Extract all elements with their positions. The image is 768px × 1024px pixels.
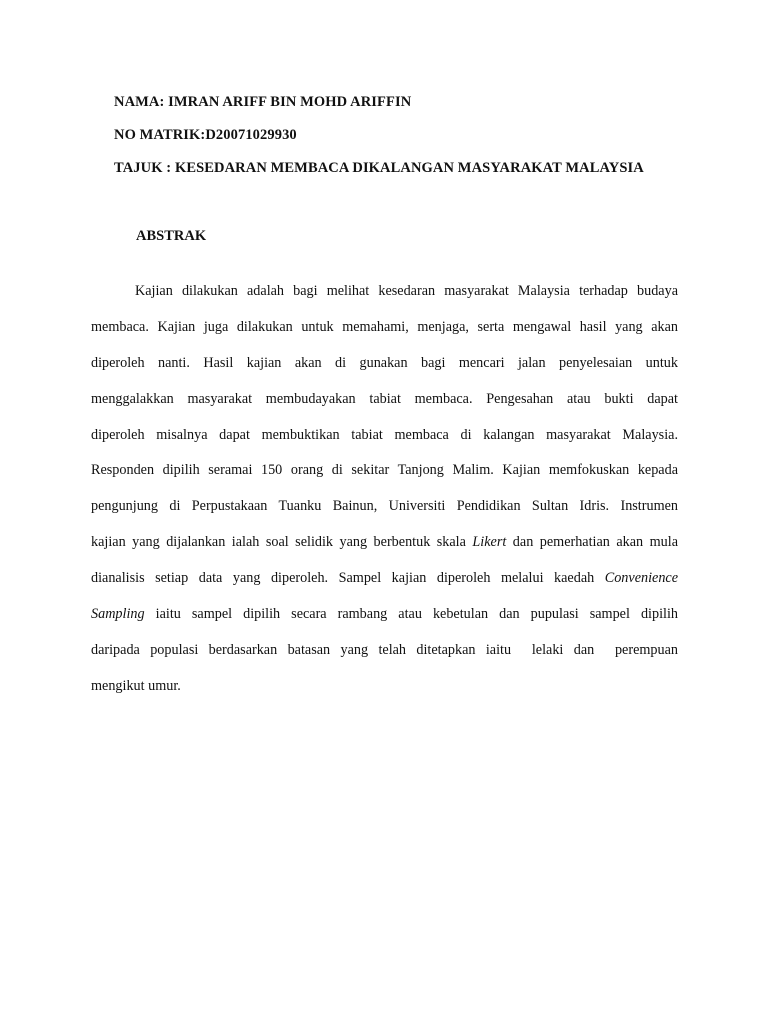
matric-number: NO MATRIK:D20071029930 bbox=[114, 127, 297, 143]
paragraph-line: pengunjung di Perpustakaan Tuanku Bainun, Universiti Pendidikan Sultan Idris. Instrumen bbox=[91, 498, 678, 515]
paragraph-line: Responden dipilih seramai 150 orang di sekitar Tanjong Malim. Kajian memfokuskan kepada bbox=[91, 462, 678, 479]
paragraph-line bbox=[91, 597, 678, 633]
paragraph-line bbox=[91, 561, 678, 597]
paragraph-line: membaca. Kajian juga dilakukan untuk memahami, menjaga, serta mengawal hasil yang akan bbox=[91, 318, 678, 335]
line-text: dianalisis setiap data yang diperoleh. Sampel kajian diperoleh melalui kaedah bbox=[91, 570, 595, 587]
paragraph-line: diperoleh nanti. Hasil kajian akan di gunakan bagi mencari jalan penyelesaian untuk bbox=[91, 354, 678, 371]
italic-term-convenience: Convenience bbox=[604, 570, 679, 587]
line-text: kajian yang dijalankan ialah soal selidik yang berbentuk skala bbox=[91, 534, 466, 551]
abstract-paragraph bbox=[91, 274, 678, 705]
line-text: iaitu sampel dipilih secara rambang atau kebetulan dan pupulasi sampel dipilih bbox=[155, 606, 678, 623]
italic-term-likert: Likert bbox=[472, 534, 507, 551]
paragraph-line: daripada populasi berdasarkan batasan yang telah ditetapkan iaitu lelaki dan perempuan bbox=[91, 641, 678, 658]
paragraph-line: menggalakkan masyarakat membudayakan tabiat membaca. Pengesahan atau bukti dapat bbox=[91, 390, 678, 407]
italic-term-sampling: Sampling bbox=[91, 606, 145, 623]
paragraph-line: mengikut umur. bbox=[91, 677, 181, 694]
paragraph-line: diperoleh misalnya dapat membuktikan tabiat membaca di kalangan masyarakat Malaysia. bbox=[91, 426, 678, 443]
topic-title: TAJUK : KESEDARAN MEMBACA DIKALANGAN MASYARAKAT MALAYSIA bbox=[114, 160, 644, 176]
abstract-heading: ABSTRAK bbox=[136, 228, 207, 244]
line-text: dan pemerhatian akan mula bbox=[512, 534, 678, 551]
paragraph-line: Kajian dilakukan adalah bagi melihat kesedaran masyarakat Malaysia terhadap budaya bbox=[135, 283, 678, 299]
student-name: NAMA: IMRAN ARIFF BIN MOHD ARIFFIN bbox=[114, 94, 412, 110]
paragraph-line bbox=[91, 525, 678, 561]
